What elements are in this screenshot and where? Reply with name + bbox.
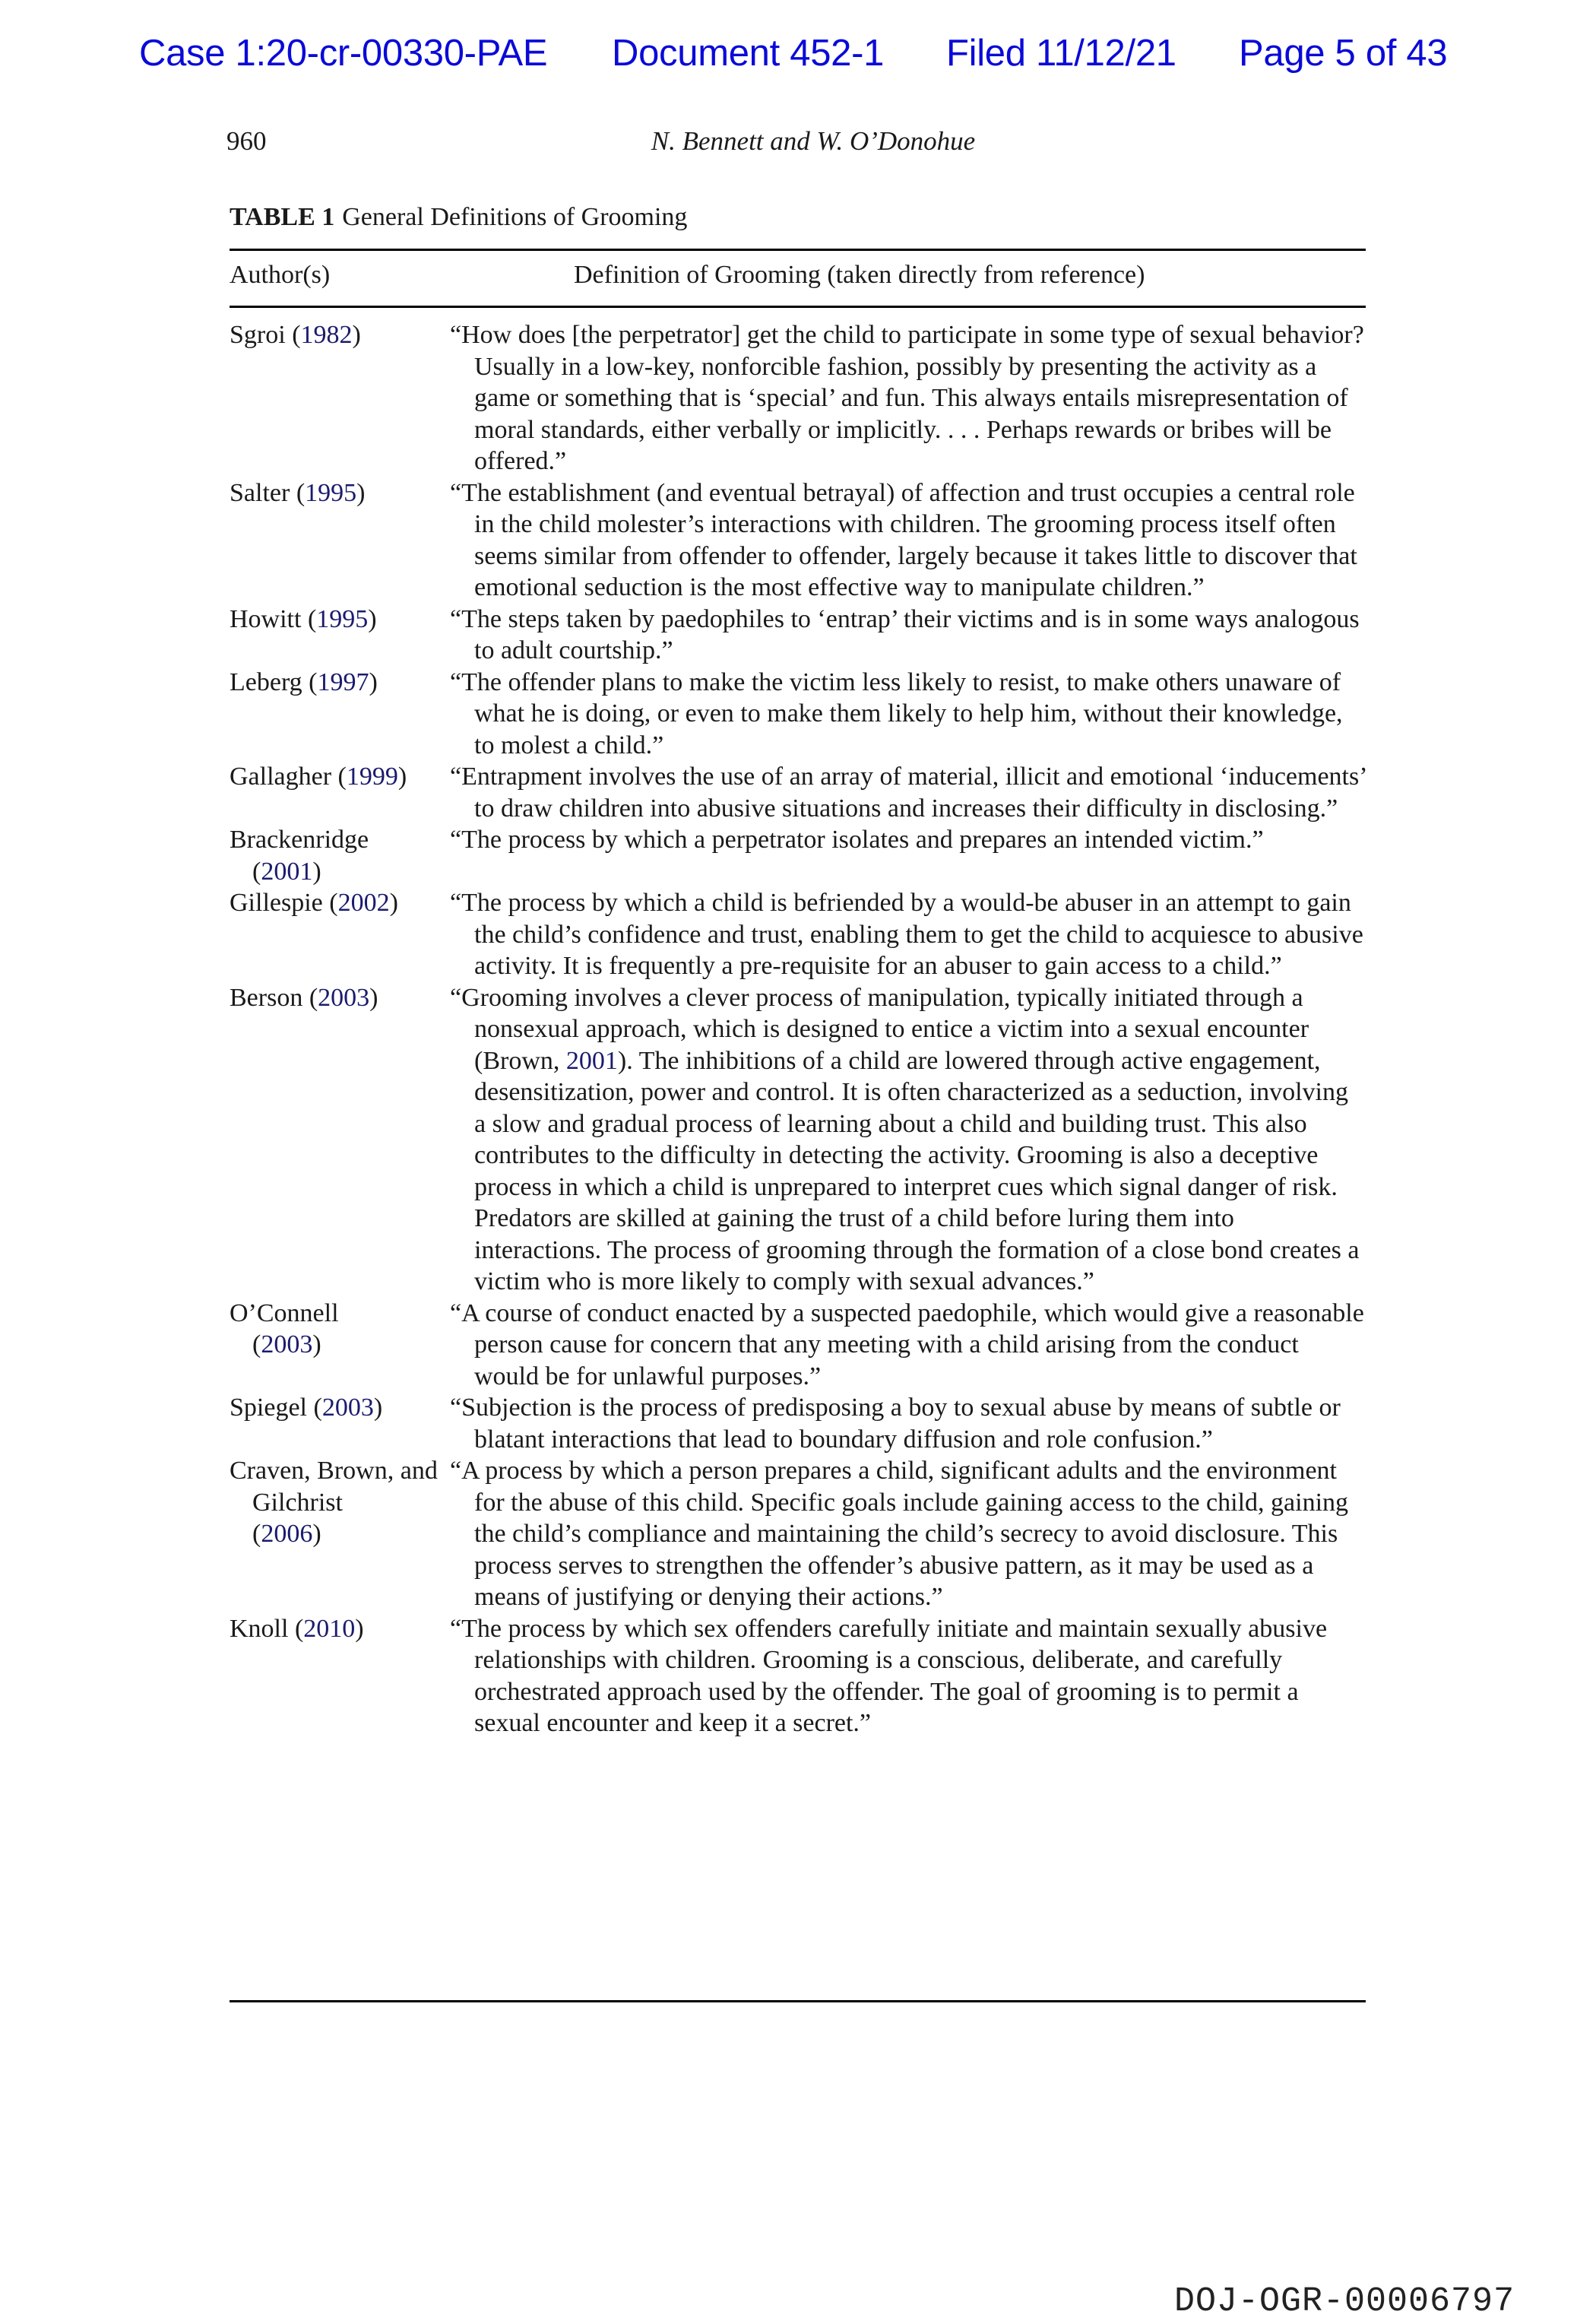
year-link[interactable]: 2003 xyxy=(321,1393,374,1422)
table-row xyxy=(230,761,1366,824)
definition-cell: “The process by which a child is befriended by a would-be abuser in an attempt to gain the child’s confidence and trust, enabling them to get the child to acquiesce to abusive activity. It is frequently a pre-requisite for an abuser to gain access to a child.” xyxy=(450,889,1363,980)
table-row xyxy=(230,1392,1366,1455)
column-header-authors: Author(s) xyxy=(230,261,331,289)
year-link[interactable]: 1995 xyxy=(305,478,357,507)
author-cell: Leberg (1997) xyxy=(230,667,378,696)
table-label: TABLE 1 xyxy=(230,203,335,231)
table-row xyxy=(230,667,1366,762)
column-header-definition: Definition of Grooming (taken directly from reference) xyxy=(574,261,1145,289)
case-number: Case 1:20-cr-00330-PAE xyxy=(139,33,548,74)
definition-cell: “A course of conduct enacted by a suspected paedophile, which would give a reasonable person cause for concern that any meeting with a child arising from the conduct would be for unlawful purposes.” xyxy=(450,1298,1364,1390)
author-cell: Brackenridge (2001) xyxy=(230,826,369,886)
year-link[interactable]: 2010 xyxy=(303,1614,356,1643)
filed-date: Filed 11/12/21 xyxy=(946,33,1176,74)
author-cell: Sgroi (1982) xyxy=(230,321,361,349)
document-number: Document 452-1 xyxy=(612,33,885,74)
definition-cell: “A process by which a person prepares a child, significant adults and the environment for the abuse of this child. Specific goals include gaining access to the child, gaining the child’s compliance and maintaining the child’s secrecy to avoid disclosure. This process serves to strengthen the offender’s abusive pattern, as it may be used as a means of justifying or denying their actions.” xyxy=(450,1457,1349,1611)
table-title: General Definitions of Grooming xyxy=(342,203,688,231)
bates-number: DOJ-OGR-00006797 xyxy=(1174,2282,1515,2321)
table-row xyxy=(230,982,1366,1298)
definition-cell: “How does [the perpetrator] get the child to participate in some type of sexual behavior? Usually in a low-key, nonforcible fashion, possibly by presenting the activity as a game or something that is ‘special’ and fun. This always entails misrepresentation of moral standards, either verbally or implicitly. . . . Perhaps rewards or bribes will be offered.” xyxy=(450,321,1364,475)
table-row xyxy=(230,477,1366,604)
author-cell: Salter (1995) xyxy=(230,478,366,507)
page-number: 960 xyxy=(226,126,267,156)
table-caption xyxy=(230,203,687,232)
definition-cell: “The process by which sex offenders carefully initiate and maintain sexually abusive relationships with children. Grooming is a conscious, deliberate, and carefully orchestrated approach used by the offender. The goal of grooming is to permit a sexual encounter and keep it a secret.” xyxy=(450,1614,1328,1737)
author-cell: Spiegel (2003) xyxy=(230,1393,383,1422)
table-body xyxy=(230,319,1366,1739)
table-row xyxy=(230,1455,1366,1613)
table-row xyxy=(230,887,1366,982)
author-cell: Berson (2003) xyxy=(230,983,378,1012)
table-bottom-rule xyxy=(230,2000,1366,2002)
author-cell: O’Connell (2003) xyxy=(230,1298,339,1359)
year-link[interactable]: 2002 xyxy=(337,889,390,917)
table-header-rule xyxy=(230,306,1366,308)
definition-cell: “Subjection is the process of predisposing a boy to sexual abuse by means of subtle or blatant interactions that lead to boundary diffusion and role confusion.” xyxy=(450,1393,1341,1454)
year-link[interactable]: 2006 xyxy=(261,1520,313,1548)
year-link[interactable]: 1997 xyxy=(317,667,369,696)
table-row xyxy=(230,1613,1366,1739)
page-count: Page 5 of 43 xyxy=(1239,33,1448,74)
table-row xyxy=(230,1298,1366,1393)
author-cell: Howitt (1995) xyxy=(230,604,377,633)
year-link[interactable]: 2001 xyxy=(261,857,313,886)
table-top-rule xyxy=(230,249,1366,251)
year-link[interactable]: 1982 xyxy=(300,321,353,349)
author-cell: Craven, Brown, and Gilchrist (2006) xyxy=(230,1457,438,1548)
author-cell: Gallagher (1999) xyxy=(230,763,407,791)
table-row xyxy=(230,604,1366,667)
year-link[interactable]: 1995 xyxy=(316,604,369,633)
year-link[interactable]: 2003 xyxy=(318,983,370,1012)
table-row xyxy=(230,824,1366,887)
year-link[interactable]: 2003 xyxy=(261,1330,313,1359)
running-header-authors: N. Bennett and W. O’Donohue xyxy=(651,126,976,156)
definition-cell: “The establishment (and eventual betrayal) of affection and trust occupies a central role in the child molester’s interactions with children. The grooming process itself often seems similar from offender to offender, largely because it takes little to discover that emotional seduction is the most effective way to manipulate children.” xyxy=(450,478,1357,601)
definition-cell: “The offender plans to make the victim less likely to resist, to make others unaware of what he is doing, or even to make them likely to help him, without their knowledge, to molest a child.” xyxy=(450,667,1343,759)
definition-cell: “Entrapment involves the use of an array of material, illicit and emotional ‘inducements’ to draw children into abusive situations and increases their difficulty in disclosing.” xyxy=(450,763,1366,823)
author-cell: Gillespie (2002) xyxy=(230,889,398,917)
definition-cell: “The process by which a perpetrator isolates and prepares an intended victim.” xyxy=(450,826,1264,854)
author-cell: Knoll (2010) xyxy=(230,1614,364,1643)
definition-cell: “Grooming involves a clever process of manipulation, typically initiated through a nonsexual approach, which is designed to entice a victim into a sexual encounter (Brown, 2001). The inhibitions of a child are lowered through active engagement, desensitization, power and control. It is often characterized as a seduction, involving a slow and gradual process of learning about a child and building trust. This also contributes to the difficulty in detecting the activity. Grooming is also a deceptive process in which a child is unprepared to interpret cues which signal danger of risk. Predators are skilled at gaining the trust of a child before luring them into interactions. The process of grooming through the formation of a close bond creates a victim who is more likely to comply with sexual advances.” xyxy=(450,983,1360,1295)
inline-citation-link[interactable]: 2001 xyxy=(565,1046,618,1075)
year-link[interactable]: 1999 xyxy=(346,763,398,791)
table-row xyxy=(230,319,1366,477)
definition-cell: “The steps taken by paedophiles to ‘entrap’ their victims and is in some ways analogous to adult courtship.” xyxy=(450,604,1360,664)
